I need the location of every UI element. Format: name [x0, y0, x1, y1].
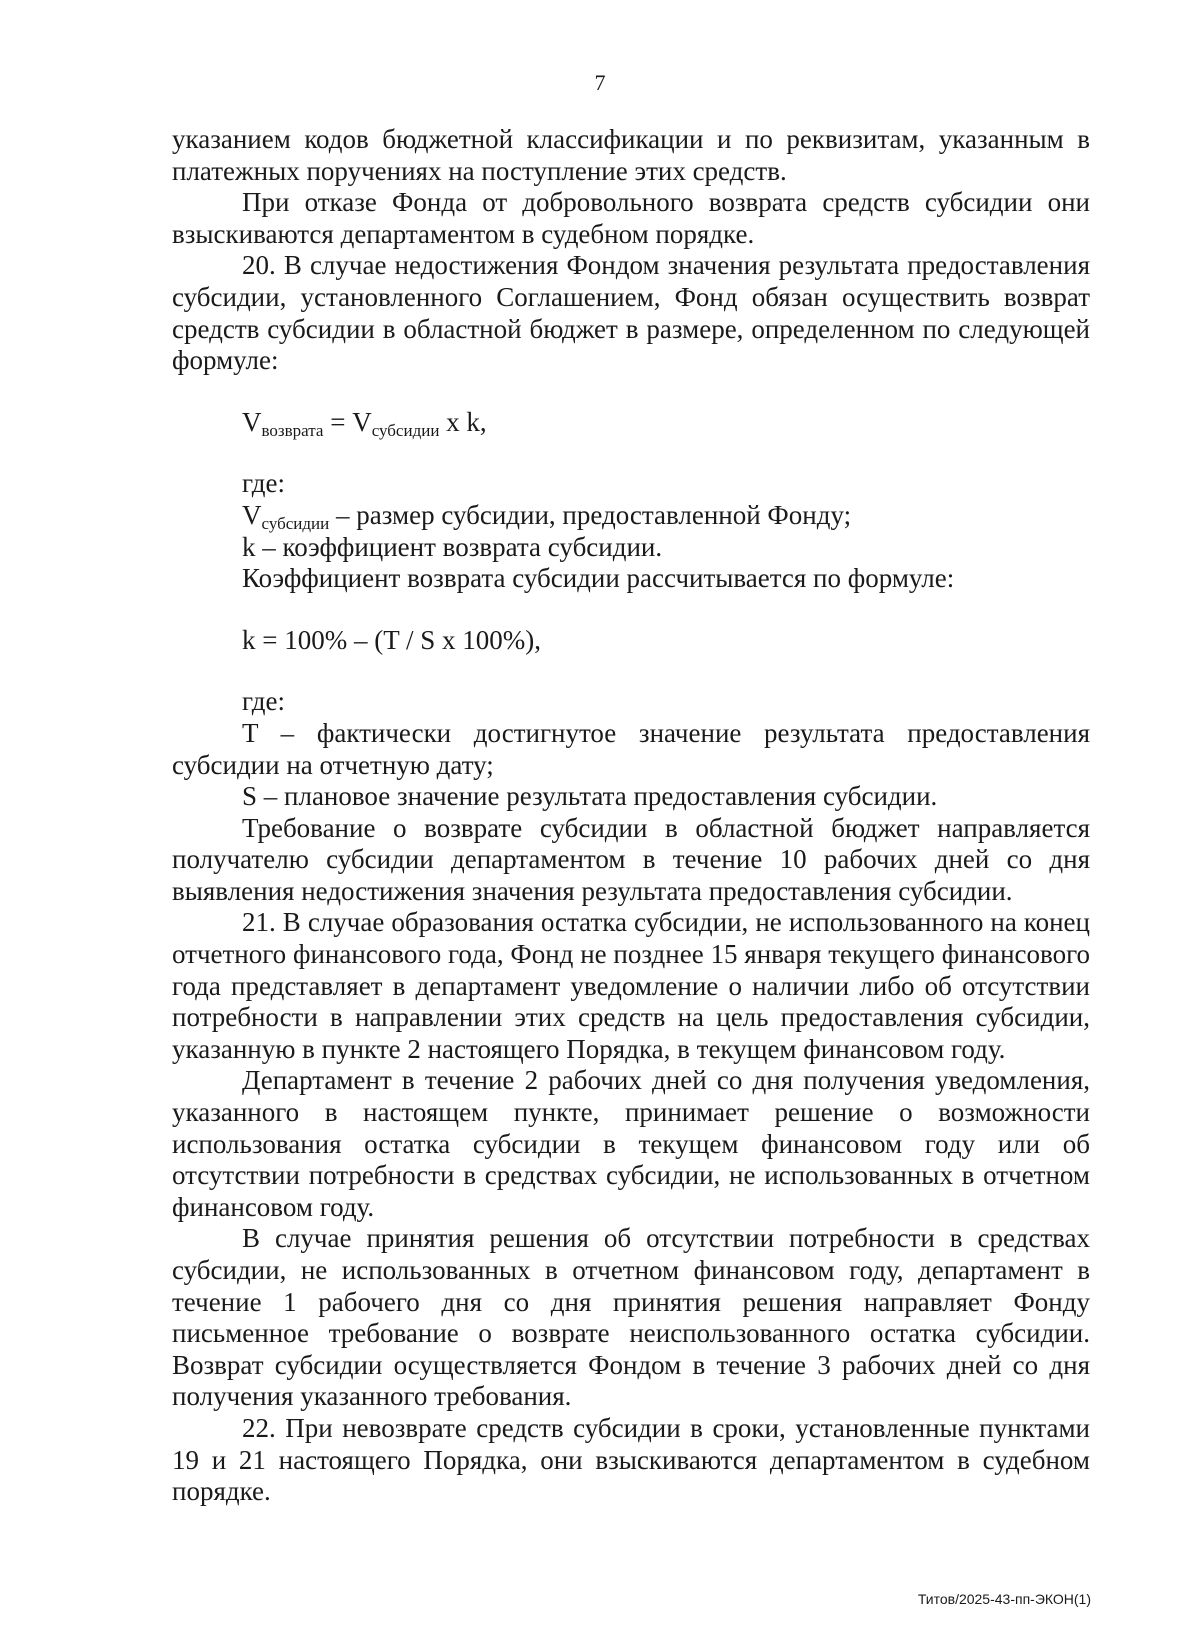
def-v-symbol: V — [242, 499, 262, 530]
definition-v-subsidy — [242, 500, 1090, 532]
paragraph-22: 22. При невозврате средств субсидии в сроки, установленные пунктами 19 и 21 настоящего Порядка, они взыскиваются департаментом в судебном порядке. — [172, 1412, 1090, 1507]
definition-s: S – плановое значение результата предоставления субсидии. — [242, 781, 938, 812]
formula-tail: x k, — [439, 406, 487, 437]
paragraph-demand: Требование о возврате субсидии в областной бюджет направляется получателю субсидии департаментом в течение 10 рабочих дней со дня выявления недостижения значения результата предоставления субсидии. — [172, 812, 1090, 906]
paragraph-continuation: указанием кодов бюджетной классификации и по реквизитам, указанным в платежных поручениях на поступление этих средств. — [172, 124, 1090, 186]
definition-t: T – фактически достигнутое значение результата предоставления субсидии на отчетную дату; — [172, 717, 1090, 780]
paragraph-refusal: При отказе Фонда от добровольного возврата средств субсидии они взыскиваются департаментом в судебном порядке. — [172, 187, 1090, 249]
where-label-2: где: — [242, 686, 285, 717]
paragraph-no-need-decision: В случае принятия решения об отсутствии потребности в средствах субсидии, не использованных в отчетном финансовом году, департамент в течение 1 рабочего дня со дня принятия решения направляет Фонду письменное требование о возврате неиспользованного остатка субсидии. Возврат субсидии осуществляется Фондом в течение 3 рабочих дней со дня получения указанного требования. — [172, 1223, 1090, 1412]
coefficient-intro: Коэффициент возврата субсидии рассчитывается по формуле: — [242, 563, 955, 594]
paragraph-21: 21. В случае образования остатка субсидии, не использованного на конец отчетного финансового года, Фонд не позднее 15 января текущего финансового года представляет в департамент уведомление о наличии либо об отсутствии потребности в направлении этих средств на цель предоставления субсидии, указанную в пункте 2 настоящего Порядка, в текущем финансовом году. — [172, 907, 1090, 1064]
page-number: 7 — [594, 70, 606, 95]
formula-equals: = — [323, 406, 353, 437]
def-v-text: – размер субсидии, предоставленной Фонду; — [329, 499, 852, 530]
formula-v2: V — [352, 406, 372, 437]
formula-sub-subsidy: субсидии — [371, 420, 440, 440]
def-v-sub: субсидии — [261, 513, 330, 533]
formula-return-amount — [242, 407, 1090, 439]
formula-coefficient: k = 100% – (T / S x 100%), — [242, 624, 541, 655]
where-label-1: где: — [242, 468, 285, 499]
paragraph-20: 20. В случае недостижения Фондом значения результата предоставления субсидии, установленного Соглашением, Фонд обязан осуществить возврат средств субсидии в областной бюджет в размере, определенном по следующей формуле: — [172, 250, 1090, 376]
definition-k: k – коэффициент возврата субсидии. — [242, 531, 663, 562]
formula-sub-return: возврата — [261, 420, 324, 440]
formula-v: V — [242, 406, 262, 437]
document-body — [172, 124, 1090, 1508]
paragraph-department-decision: Департамент в течение 2 рабочих дней со дня получения уведомления, указанного в настоящем пункте, принимает решение о возможности использования остатка субсидии в текущем финансовом году или об отсутствии потребности в средствах субсидии, не использованных в отчетном финансовом году. — [172, 1065, 1090, 1222]
document-footer-code: Титов/2025-43-пп-ЭКОН(1) — [917, 1591, 1091, 1607]
